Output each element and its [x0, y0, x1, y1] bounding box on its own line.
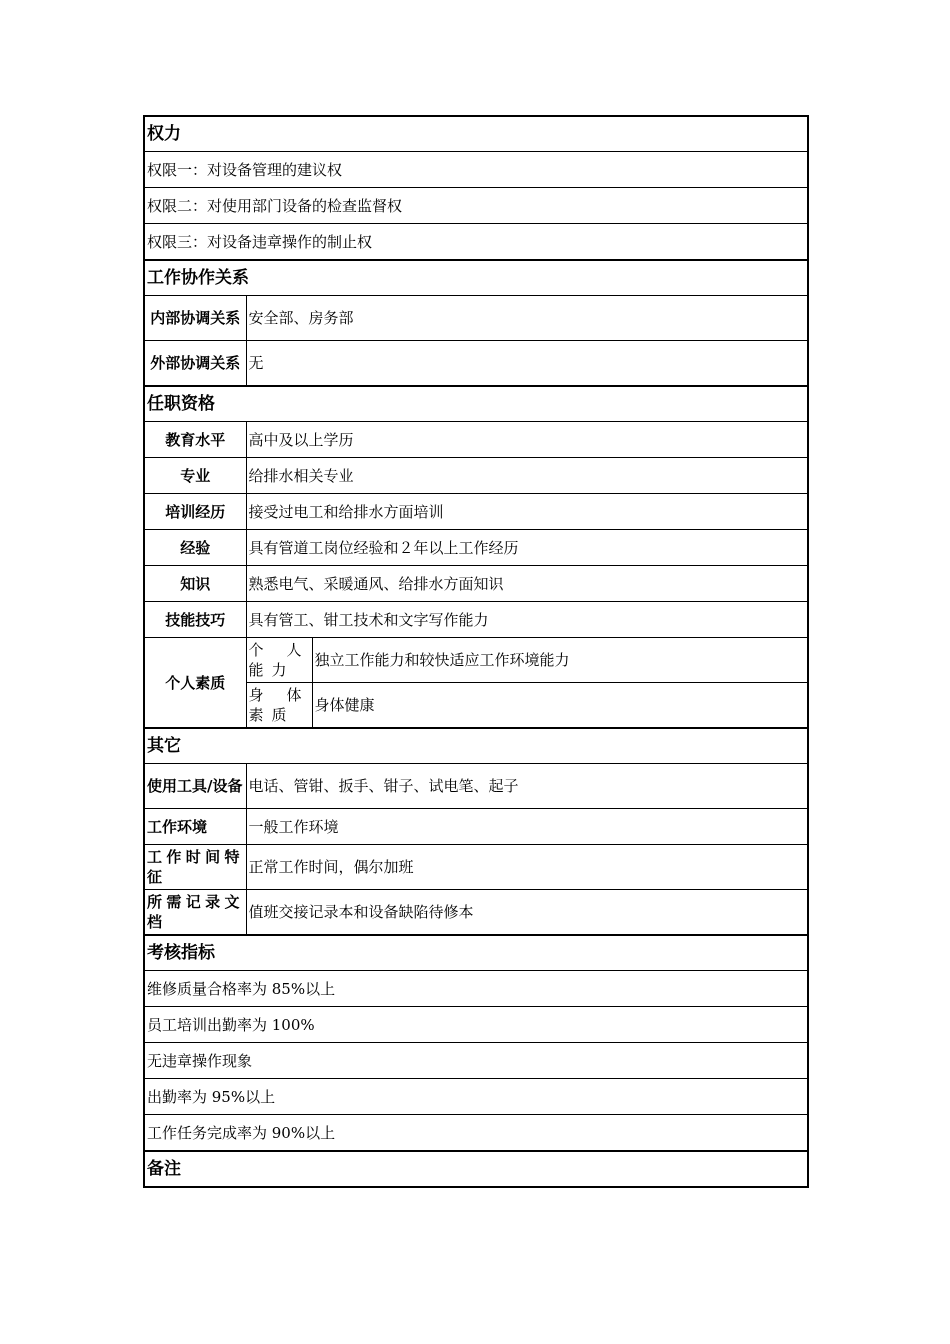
- row-label: 内部协调关系: [144, 296, 246, 341]
- qualification-row: [144, 422, 808, 458]
- assessment-row: [144, 1115, 808, 1152]
- row-label: 个人素质: [144, 638, 246, 729]
- qualification-row: [144, 458, 808, 494]
- section-notes-header: [144, 1151, 808, 1187]
- row-label: 工作时间特征: [144, 845, 246, 890]
- section-title: 考核指标: [144, 935, 808, 971]
- row-label: 外部协调关系: [144, 341, 246, 387]
- row-value: 电话、管钳、扳手、钳子、试电笔、起子: [246, 764, 808, 809]
- authority-row: [144, 152, 808, 188]
- section-title: 工作协作关系: [144, 260, 808, 296]
- assessment-item: 工作任务完成率为 90%以上: [144, 1115, 808, 1152]
- row-value: 具有管工、钳工技术和文字写作能力: [246, 602, 808, 638]
- section-other-header: [144, 728, 808, 764]
- assessment-row: [144, 1043, 808, 1079]
- cooperation-row: [144, 296, 808, 341]
- row-label: 所需记录文档: [144, 890, 246, 936]
- section-authority-header: [144, 116, 808, 152]
- row-label: 知识: [144, 566, 246, 602]
- row-label: 培训经历: [144, 494, 246, 530]
- row-value: 值班交接记录本和设备缺陷待修本: [246, 890, 808, 936]
- section-cooperation-header: [144, 260, 808, 296]
- row-value: 一般工作环境: [246, 809, 808, 845]
- row-label: 工作环境: [144, 809, 246, 845]
- other-row: [144, 845, 808, 890]
- assessment-item: 出勤率为 95%以上: [144, 1079, 808, 1115]
- authority-item: 权限二：对使用部门设备的检查监督权: [144, 188, 808, 224]
- qualification-row: [144, 530, 808, 566]
- authority-row: [144, 224, 808, 261]
- row-label: 使用工具/设备: [144, 764, 246, 809]
- row-label: 经验: [144, 530, 246, 566]
- section-qualification-header: [144, 386, 808, 422]
- assessment-item: 员工培训出勤率为 100%: [144, 1007, 808, 1043]
- row-value: 具有管道工岗位经验和２年以上工作经历: [246, 530, 808, 566]
- row-value: 接受过电工和给排水方面培训: [246, 494, 808, 530]
- qualification-personal-row: [144, 638, 808, 683]
- section-title: 备注: [144, 1151, 808, 1187]
- row-value: 正常工作时间，偶尔加班: [246, 845, 808, 890]
- qualification-row: [144, 494, 808, 530]
- row-value: 高中及以上学历: [246, 422, 808, 458]
- other-row: [144, 809, 808, 845]
- row-label: 专业: [144, 458, 246, 494]
- row-value: 安全部、房务部: [246, 296, 808, 341]
- other-row: [144, 890, 808, 936]
- row-label: 教育水平: [144, 422, 246, 458]
- row-value: 熟悉电气、采暖通风、给排水方面知识: [246, 566, 808, 602]
- section-title: 任职资格: [144, 386, 808, 422]
- assessment-row: [144, 1007, 808, 1043]
- section-title: 其它: [144, 728, 808, 764]
- job-description-table: [143, 115, 809, 1188]
- section-assessment-header: [144, 935, 808, 971]
- qualification-row: [144, 602, 808, 638]
- assessment-row: [144, 971, 808, 1007]
- qualification-row: [144, 566, 808, 602]
- row-value: 给排水相关专业: [246, 458, 808, 494]
- row-value: 身体健康: [312, 683, 808, 729]
- assessment-item: 无违章操作现象: [144, 1043, 808, 1079]
- authority-item: 权限一：对设备管理的建议权: [144, 152, 808, 188]
- job-description-document: [143, 115, 807, 1188]
- sub-label: 身体素质: [246, 683, 312, 729]
- assessment-row: [144, 1079, 808, 1115]
- other-row: [144, 764, 808, 809]
- authority-row: [144, 188, 808, 224]
- sub-label: 个人能力: [246, 638, 312, 683]
- row-label: 技能技巧: [144, 602, 246, 638]
- row-value: 无: [246, 341, 808, 387]
- assessment-item: 维修质量合格率为 85%以上: [144, 971, 808, 1007]
- section-title: 权力: [144, 116, 808, 152]
- authority-item: 权限三：对设备违章操作的制止权: [144, 224, 808, 261]
- row-value: 独立工作能力和较快适应工作环境能力: [312, 638, 808, 683]
- cooperation-row: [144, 341, 808, 387]
